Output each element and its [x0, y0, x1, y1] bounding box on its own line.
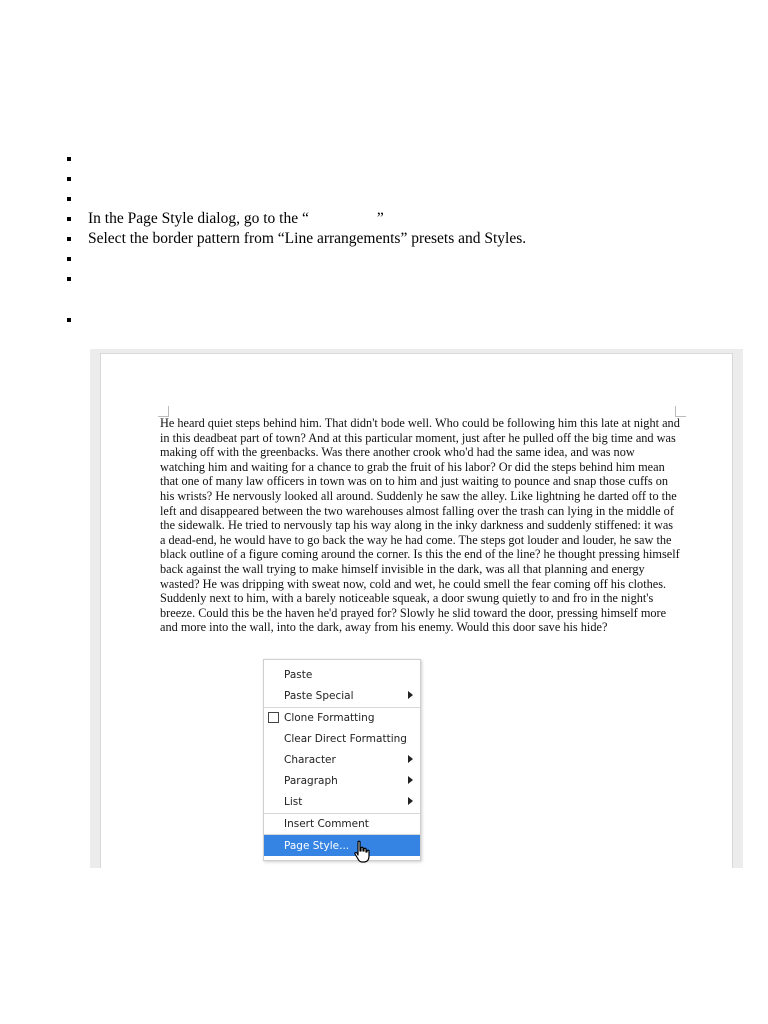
menu-item-label: Page Style... [284, 839, 350, 852]
menu-item-label: Insert Comment [284, 817, 369, 830]
square-bullet-icon [67, 257, 71, 261]
menu-item-label: Clear Direct Formatting [284, 732, 407, 745]
square-bullet-icon [67, 237, 71, 241]
embedded-screenshot [90, 349, 743, 868]
instruction-step-border-pattern: Select the border pattern from “Line arrangements” presets and Styles. [88, 230, 527, 247]
square-bullet-icon [67, 157, 71, 161]
context-menu [263, 659, 421, 861]
chevron-right-icon [408, 797, 413, 805]
instruction-list [0, 0, 768, 340]
mouse-pointer-hand-icon [352, 840, 372, 864]
menu-item-clear-direct-formatting[interactable] [264, 728, 420, 749]
document-paragraph[interactable]: He heard quiet steps behind him. That didn't bode well. Who could be following him this late at night and in this deadbeat part of town? And at this particular moment, just after he pulled off the big time and was making off with the greenbacks. Was there another crook who'd had the same idea, and was now watching him and waiting for a chance to grab the fruit of his labor? Or did the steps behind him mean that one of many law officers in town was on to him and just waiting to pounce and snap those cuffs on his wrists? He nervously looked all around. Suddenly he saw the alley. Like lightning he darted off to the left and disappeared between the two warehouses almost falling over the trash can lying in the middle of the sidewalk. He tried to nervously tap his way along in the inky darkness and suddenly stiffened: it was a dead-end, he would have to go back the way he had come. The steps got louder and louder, he saw the black outline of a figure coming around the corner. Is this the end of the line? he thought pressing himself back against the wall trying to make himself invisible in the dark, was all that planning and energy wasted? He was dripping with sweat now, cold and wet, he could smell the fear coming off his clothes. Suddenly next to him, with a barely noticeable squeak, a door swung quietly to and fro in the night's breeze. Could this be the haven he'd prayed for? Slowly he slid toward the door, pressing himself more and more into the wall, into the dark, away from his enemy. Would this door save his hide? [160, 416, 680, 635]
list-item [67, 169, 88, 189]
menu-item-paste-special[interactable] [264, 685, 420, 706]
square-bullet-icon [67, 177, 71, 181]
list-item [67, 189, 88, 209]
menu-item-character[interactable] [264, 749, 420, 770]
list-item [67, 149, 88, 169]
chevron-right-icon [408, 755, 413, 763]
menu-item-paste[interactable] [264, 664, 420, 685]
square-bullet-icon [67, 277, 71, 281]
menu-item-label: Paste Special [284, 689, 354, 702]
menu-item-label: List [284, 795, 303, 808]
menu-item-page-style[interactable] [264, 835, 420, 856]
list-item [67, 310, 88, 330]
menu-item-paragraph[interactable] [264, 770, 420, 791]
menu-item-label: Character [284, 753, 336, 766]
menu-item-label: Clone Formatting [284, 711, 375, 724]
list-item [67, 229, 526, 249]
menu-item-label: Paste [284, 668, 313, 681]
chevron-right-icon [408, 691, 413, 699]
menu-item-list[interactable] [264, 791, 420, 812]
list-item [67, 209, 384, 229]
menu-item-insert-comment[interactable] [264, 813, 420, 834]
square-bullet-icon [67, 217, 71, 221]
checkbox-icon [268, 712, 279, 723]
menu-item-clone-formatting[interactable] [264, 707, 420, 728]
list-item [67, 249, 88, 269]
instruction-step-page-style-dialog: In the Page Style dialog, go to the “ ” [88, 210, 384, 227]
list-item [67, 269, 88, 289]
square-bullet-icon [67, 197, 71, 201]
square-bullet-icon [67, 318, 71, 322]
chevron-right-icon [408, 776, 413, 784]
menu-item-label: Paragraph [284, 774, 338, 787]
